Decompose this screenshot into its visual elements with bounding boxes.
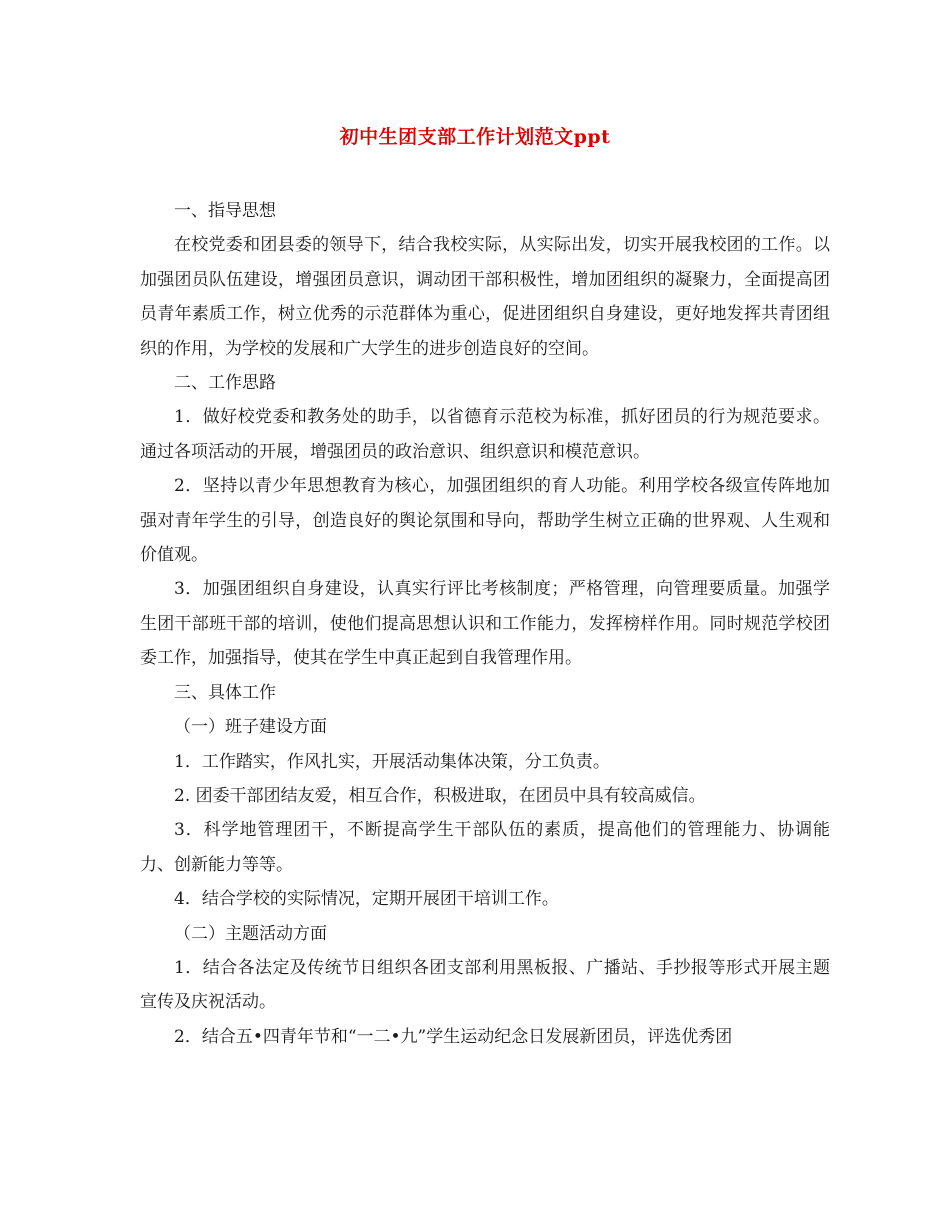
subheading-team-building: （一）班子建设方面 [174, 717, 327, 738]
paragraph: 1．结合各法定及传统节日组织各团支部利用黑板报、广播站、手抄报等形式开展主题宣传及庆祝活动。 [140, 957, 830, 1013]
paragraph: 3．加强团组织自身建设，认真实行评比考核制度；严格管理，向管理要质量。加强学生团干部班干部的培训，使他们提高思想认识和工作能力，发挥榜样作用。同时规范学校团委工作，加强指导，使其在学生中真正起到自我管理作用。 [140, 579, 830, 669]
heading-work-approach: 二、工作思路 [174, 373, 276, 394]
paragraph: 4．结合学校的实际情况，定期开展团干培训工作。 [174, 889, 559, 910]
paragraph: 1．工作踏实，作风扎实，开展活动集体决策，分工负责。 [174, 751, 610, 772]
paragraph: 在校党委和团县委的领导下，结合我校实际，从实际出发，切实开展我校团的工作。以加强团员队伍建设，增强团员意识，调动团干部积极性，增加团组织的凝聚力，全面提高团员青年素质工作，树立优秀的示范群体为重心，促进团组织自身建设，更好地发挥共青团组织的作用，为学校的发展和广大学生的进步创造良好的空间。 [140, 235, 830, 359]
heading-specific-work: 三、具体工作 [174, 682, 276, 703]
document-body [140, 194, 830, 1054]
paragraph: 2. 团委干部团结友爱，相互合作，积极进取，在团员中具有较高威信。 [174, 785, 706, 806]
paragraph: 1．做好校党委和教务处的助手，以省德育示范校为标准，抓好团员的行为规范要求。通过各项活动的开展，增强团员的政治意识、组织意识和模范意识。 [140, 407, 830, 462]
paragraph: 3．科学地管理团干，不断提高学生干部队伍的素质，提高他们的管理能力、协调能力、创新能力等等。 [140, 820, 830, 875]
document-title: 初中生团支部工作计划范文ppt [339, 126, 611, 148]
paragraph: 2．结合五•四青年节和“一二•九”学生运动纪念日发展新团员，评选优秀团 [174, 1026, 733, 1047]
heading-guiding-thought: 一、指导思想 [174, 201, 276, 221]
subheading-theme-activities: （二）主题活动方面 [174, 923, 327, 944]
paragraph: 2．坚持以青少年思想教育为核心，加强团组织的育人功能。利用学校各级宣传阵地加强对青年学生的引导，创造良好的舆论氛围和导向，帮助学生树立正确的世界观、人生观和价值观。 [140, 476, 830, 566]
